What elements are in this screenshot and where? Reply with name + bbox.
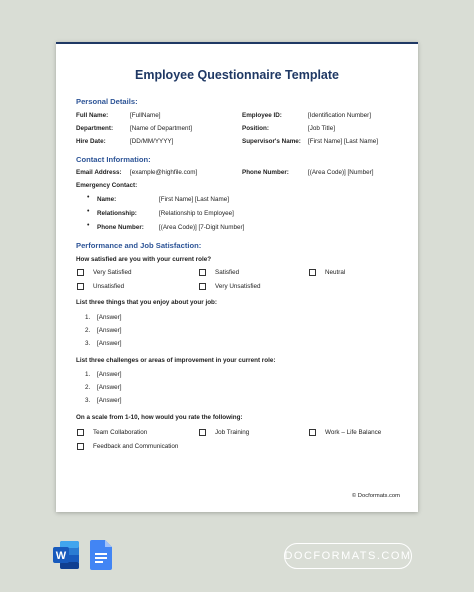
phone-label: Phone Number:: [242, 169, 289, 176]
checkbox-unsatisfied[interactable]: [77, 283, 84, 290]
emergency-relationship-value: [Relationship to Employee]: [159, 210, 234, 217]
personal-details-heading: Personal Details:: [76, 97, 138, 106]
word-icon: [52, 540, 80, 570]
document-page: [56, 42, 418, 512]
employee-id-label: Employee ID:: [242, 112, 282, 119]
phone-value: [(Area Code)] [Number]: [308, 169, 374, 176]
checkbox-satisfied[interactable]: [199, 269, 206, 276]
checkbox-neutral[interactable]: [309, 269, 316, 276]
checkbox-job-training[interactable]: [199, 429, 206, 436]
answer-number: 1.: [85, 371, 91, 378]
option-team-collaboration: Team Collaboration: [93, 429, 148, 436]
bullet-icon: •: [87, 222, 90, 229]
emergency-name-label: Name:: [97, 196, 117, 203]
option-work-life-balance: Work – Life Balance: [325, 429, 382, 436]
full-name-label: Full Name:: [76, 112, 109, 119]
emergency-phone-label: Phone Number:: [97, 224, 144, 231]
question-challenges: List three challenges or areas of improvement in your current role:: [76, 357, 276, 364]
document-title: Employee Questionnaire Template: [135, 68, 339, 82]
challenge-answer-3: [Answer]: [97, 397, 122, 404]
checkbox-work-life-balance[interactable]: [309, 429, 316, 436]
emergency-relationship-label: Relationship:: [97, 210, 137, 217]
question-satisfaction: How satisfied are you with your current role?: [76, 256, 212, 263]
bullet-icon: •: [87, 194, 90, 201]
answer-number: 3.: [85, 397, 91, 404]
hire-date-value: [DD/MM/YYYY]: [130, 138, 174, 145]
answer-number: 3.: [85, 340, 91, 347]
enjoy-answer-1: [Answer]: [97, 314, 122, 321]
google-docs-icon: [90, 540, 112, 570]
position-value: [Job Title]: [308, 125, 335, 132]
checkbox-very-unsatisfied[interactable]: [199, 283, 206, 290]
question-rating: On a scale from 1-10, how would you rate the following:: [76, 414, 243, 421]
hire-date-label: Hire Date:: [76, 138, 106, 145]
supervisor-label: Supervisor's Name:: [242, 138, 301, 145]
option-job-training: Job Training: [215, 429, 250, 436]
option-very-satisfied: Very Satisfied: [93, 269, 132, 276]
question-enjoy: List three things that you enjoy about your job:: [76, 299, 217, 306]
svg-text:W: W: [55, 550, 67, 562]
supervisor-value: [First Name] [Last Name]: [308, 138, 378, 145]
emergency-phone-value: [(Area Code)] [7-Digit Number]: [159, 224, 245, 231]
checkbox-team-collaboration[interactable]: [77, 429, 84, 436]
emergency-name-value: [First Name] [Last Name]: [159, 196, 229, 203]
emergency-contact-label: Emergency Contact:: [76, 182, 138, 189]
option-very-unsatisfied: Very Unsatisfied: [215, 283, 261, 290]
performance-heading: Performance and Job Satisfaction:: [76, 241, 202, 250]
enjoy-answer-2: [Answer]: [97, 327, 122, 334]
challenge-answer-2: [Answer]: [97, 384, 122, 391]
department-label: Department:: [76, 125, 114, 132]
employee-id-value: [Identification Number]: [308, 112, 371, 119]
email-label: Email Address:: [76, 169, 122, 176]
answer-number: 2.: [85, 384, 91, 391]
brand-badge: DOCFORMATS.COM: [284, 543, 412, 569]
answer-number: 2.: [85, 327, 91, 334]
email-value: [example@highfile.com]: [130, 169, 198, 176]
footer-copyright: © Docformats.com: [351, 493, 400, 499]
option-neutral: Neutral: [325, 269, 346, 276]
option-satisfied: Satisfied: [215, 269, 240, 276]
challenge-answer-1: [Answer]: [97, 371, 122, 378]
bullet-icon: •: [87, 208, 90, 215]
option-unsatisfied: Unsatisfied: [93, 283, 125, 290]
contact-info-heading: Contact Information:: [76, 155, 151, 164]
enjoy-answer-3: [Answer]: [97, 340, 122, 347]
answer-number: 1.: [85, 314, 91, 321]
checkbox-feedback-communication[interactable]: [77, 443, 84, 450]
checkbox-very-satisfied[interactable]: [77, 269, 84, 276]
option-feedback-communication: Feedback and Communication: [93, 443, 179, 450]
department-value: [Name of Department]: [130, 125, 192, 132]
position-label: Position:: [242, 125, 269, 132]
full-name-value: [FullName]: [130, 112, 161, 119]
